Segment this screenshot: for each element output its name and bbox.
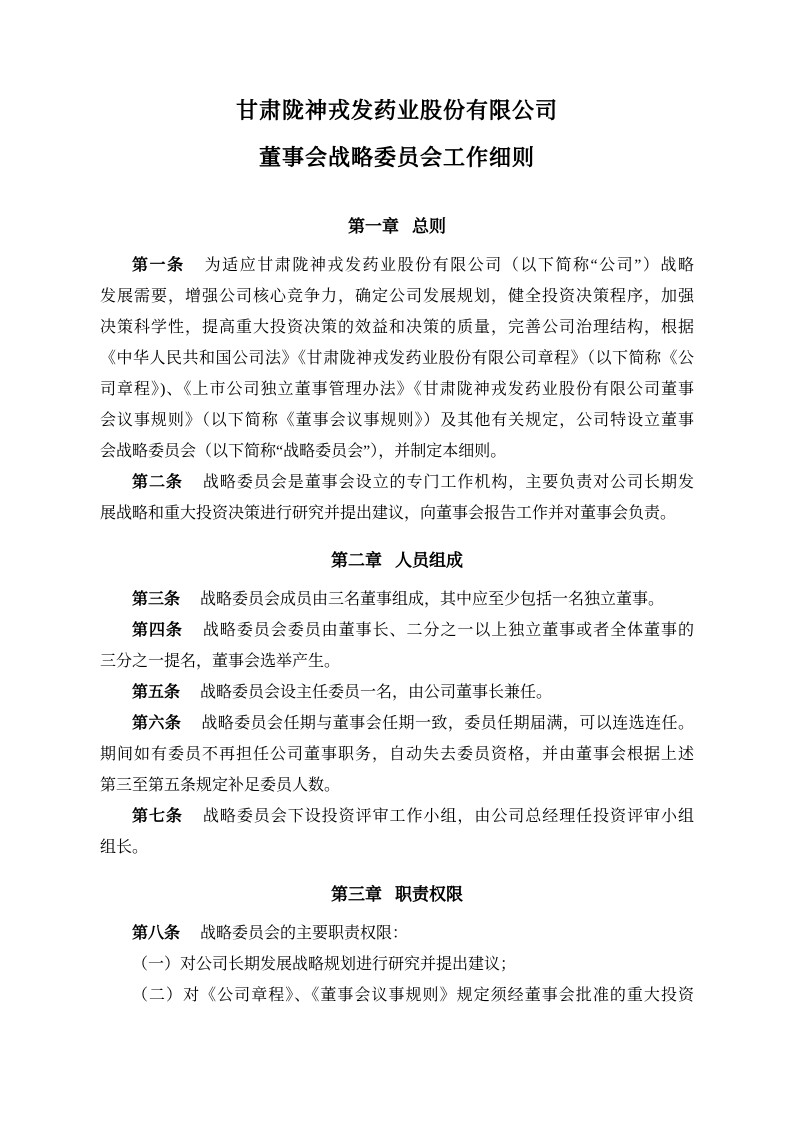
article-1-number: 第一条: [132, 257, 185, 274]
article-7-number: 第七条: [132, 808, 183, 825]
chapter-1-label: 第一章: [348, 217, 399, 236]
article-7-line: 组长。: [100, 839, 149, 856]
article-4-line: 三分之一提名，董事会选举产生。: [100, 653, 341, 670]
article-7: [100, 801, 694, 863]
article-4-text: 战略委员会委员由董事长、二分之一以上独立董事或者全体董事的: [202, 622, 694, 639]
article-3-number: 第三条: [132, 591, 181, 608]
article-6-line: [100, 708, 694, 739]
article-6-line: 期间如有委员不再担任公司董事职务，自动失去委员资格，并由董事会根据上述: [100, 746, 694, 763]
article-8: [100, 918, 694, 949]
article-2: [100, 467, 694, 529]
article-1-line: 发展需要，增强公司核心竞争力，确定公司发展规划，健全投资决策程序，加强: [100, 288, 694, 305]
article-6-line: 第三至第五条规定补足委员人数。: [100, 777, 341, 794]
article-7-text: 战略委员会下设投资评审工作小组，由公司总经理任投资评审小组: [202, 808, 694, 825]
article-6-text: 战略委员会任期与董事会任期一致，委员任期届满，可以连选连任。: [201, 715, 694, 732]
article-1-line: [100, 250, 694, 281]
chapter-3-label: 第三章: [331, 885, 382, 904]
article-7-line: [100, 801, 694, 832]
article-1-line: 司章程》)、《上市公司独立董事管理办法》《甘肃陇神戎发药业股份有限公司董事: [100, 381, 694, 398]
article-3-line: [100, 584, 694, 615]
article-5-line: [100, 677, 694, 708]
document-text-block: [100, 96, 694, 1011]
article-6: [100, 708, 694, 801]
chapter-3-title: 职责权限: [395, 885, 463, 904]
article-8-line: [100, 918, 694, 949]
article-8-number: 第八条: [132, 925, 181, 942]
chapter-1-heading: [100, 211, 694, 242]
chapter-2-heading: [100, 545, 694, 576]
article-5-number: 第五条: [132, 684, 181, 701]
article-6-number: 第六条: [132, 715, 182, 732]
article-1-text: 为适应甘肃陇神戎发药业股份有限公司（以下简称“公司”）战略: [204, 257, 694, 274]
article-8-item-2: [100, 980, 694, 1011]
article-4-number: 第四条: [132, 622, 183, 639]
article-1-line: 会战略委员会（以下简称“战略委员会”），并制定本细则。: [100, 443, 507, 460]
article-4-line: [100, 615, 694, 646]
chapter-2-title: 人员组成: [395, 551, 463, 570]
article-4: [100, 615, 694, 677]
article-8-text: 战略委员会的主要职责权限：: [200, 925, 409, 942]
article-3: [100, 584, 694, 615]
document-title-line-2: 董事会战略委员会工作细则: [258, 145, 535, 170]
article-1-line: 《中华人民共和国公司法》《甘肃陇神戎发药业股份有限公司章程》（以下简称《公: [100, 350, 694, 367]
article-2-text: 战略委员会是董事会设立的专门工作机构，主要负责对公司长期发: [202, 474, 694, 491]
article-2-line: [100, 467, 694, 498]
article-5: [100, 677, 694, 708]
article-3-text: 战略委员会成员由三名董事组成，其中应至少包括一名独立董事。: [200, 591, 665, 608]
article-8-item-1-line: （一）对公司长期发展战略规划进行研究并提出建议；: [132, 956, 517, 973]
article-1: [100, 250, 694, 467]
article-2-number: 第二条: [132, 474, 183, 491]
document-title-line-1: 甘肃陇神戎发药业股份有限公司: [235, 98, 558, 123]
article-8-item-2-line: （二）对《公司章程》、《董事会议事规则》规定须经董事会批准的重大投资: [132, 987, 694, 1004]
chapter-2-label: 第二章: [331, 551, 382, 570]
article-8-item-1: [100, 949, 694, 980]
article-1-line: 会议事规则》（以下简称《董事会议事规则》）及其他有关规定，公司特设立董事: [100, 412, 694, 429]
chapter-1-title: 总则: [412, 217, 446, 236]
article-1-line: 决策科学性，提高重大投资决策的效益和决策的质量，完善公司治理结构，根据: [100, 319, 694, 336]
chapter-3-heading: [100, 879, 694, 910]
article-2-line: 展战略和重大投资决策进行研究并提出建议，向董事会报告工作并对董事会负责。: [100, 505, 677, 522]
article-5-text: 战略委员会设主任委员一名，由公司董事长兼任。: [200, 684, 553, 701]
